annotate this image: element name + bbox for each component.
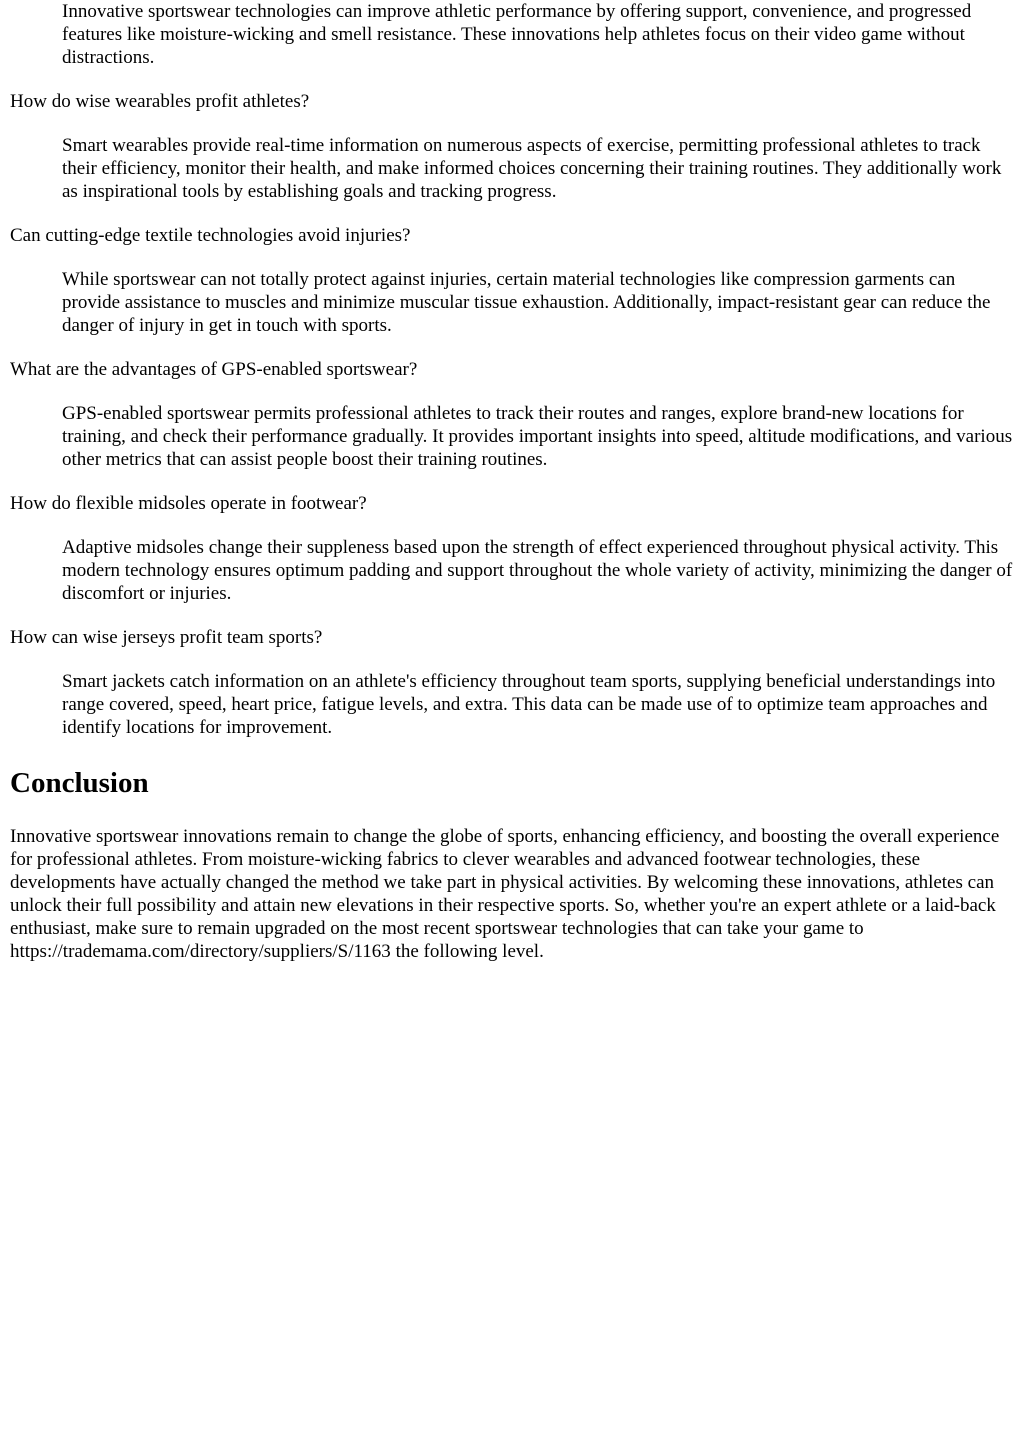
conclusion-heading: Conclusion [10,767,149,799]
faq-answer: Adaptive midsoles change their suppleness based upon the strength of effect experienced throughout physical activity. This modern technology ensures optimum padding and support throughout the whole variety of activity, minimizing the danger of discomfort or injuries. [62,537,1013,604]
faq-answer: While sportswear can not totally protect against injuries, certain material technologies like compression garments can provide assistance to muscles and minimize muscular tissue exhaustion. Additionally, impact-resistant gear can reduce the danger of injury in get in touch with sports. [62,269,991,336]
faq-answer: Smart wearables provide real-time information on numerous aspects of exercise, permitting professional athletes to track their efficiency, monitor their health, and make informed choices concerning their training routines. They additionally work as inspirational tools by establishing goals and tracking progress. [62,135,1002,202]
faq-question: Can cutting-edge textile technologies avoid injuries? [10,225,411,246]
supplier-directory-link[interactable]: https://trademama.com/directory/suppliers/S/1163 [10,941,391,962]
faq-answer: Smart jackets catch information on an athlete's efficiency throughout team sports, supplying beneficial understandings into range covered, speed, heart price, fatigue levels, and extra. This data can be made use of to optimize team approaches and identify locations for improvement. [62,671,996,738]
faq-question: How do flexible midsoles operate in footwear? [10,493,367,514]
conclusion-text-end: the following level. [390,941,544,962]
faq-question: How can wise jerseys profit team sports? [10,627,323,648]
faq-answer: GPS-enabled sportswear permits professional athletes to track their routes and ranges, explore brand-new locations for training, and check their performance gradually. It provides important insights into speed, altitude modifications, and various other metrics that can assist people boost their training routines. [62,403,1013,470]
faq-question: What are the advantages of GPS-enabled sportswear? [10,359,418,380]
faq-list [10,0,1014,739]
conclusion-paragraph [10,825,1014,963]
faq-question: How do wise wearables profit athletes? [10,91,310,112]
conclusion-text-start: Innovative sportswear innovations remain to change the globe of sports, enhancing efficiency, and boosting the overall experience for professional athletes. From moisture-wicking fabrics to clever wearables and advanced footwear technologies, these developments have actually changed the method we take part in physical activities. By welcoming these innovations, athletes can unlock their full possibility and attain new elevations in their respective sports. So, whether you're an expert athlete or a laid-back enthusiast, make sure to remain upgraded on the most recent sportswear technologies that can take your game to [10,826,1000,939]
faq-answer: Innovative sportswear technologies can improve athletic performance by offering support, convenience, and progressed features like moisture-wicking and smell resistance. These innovations help athletes focus on their video game without distractions. [62,1,972,68]
